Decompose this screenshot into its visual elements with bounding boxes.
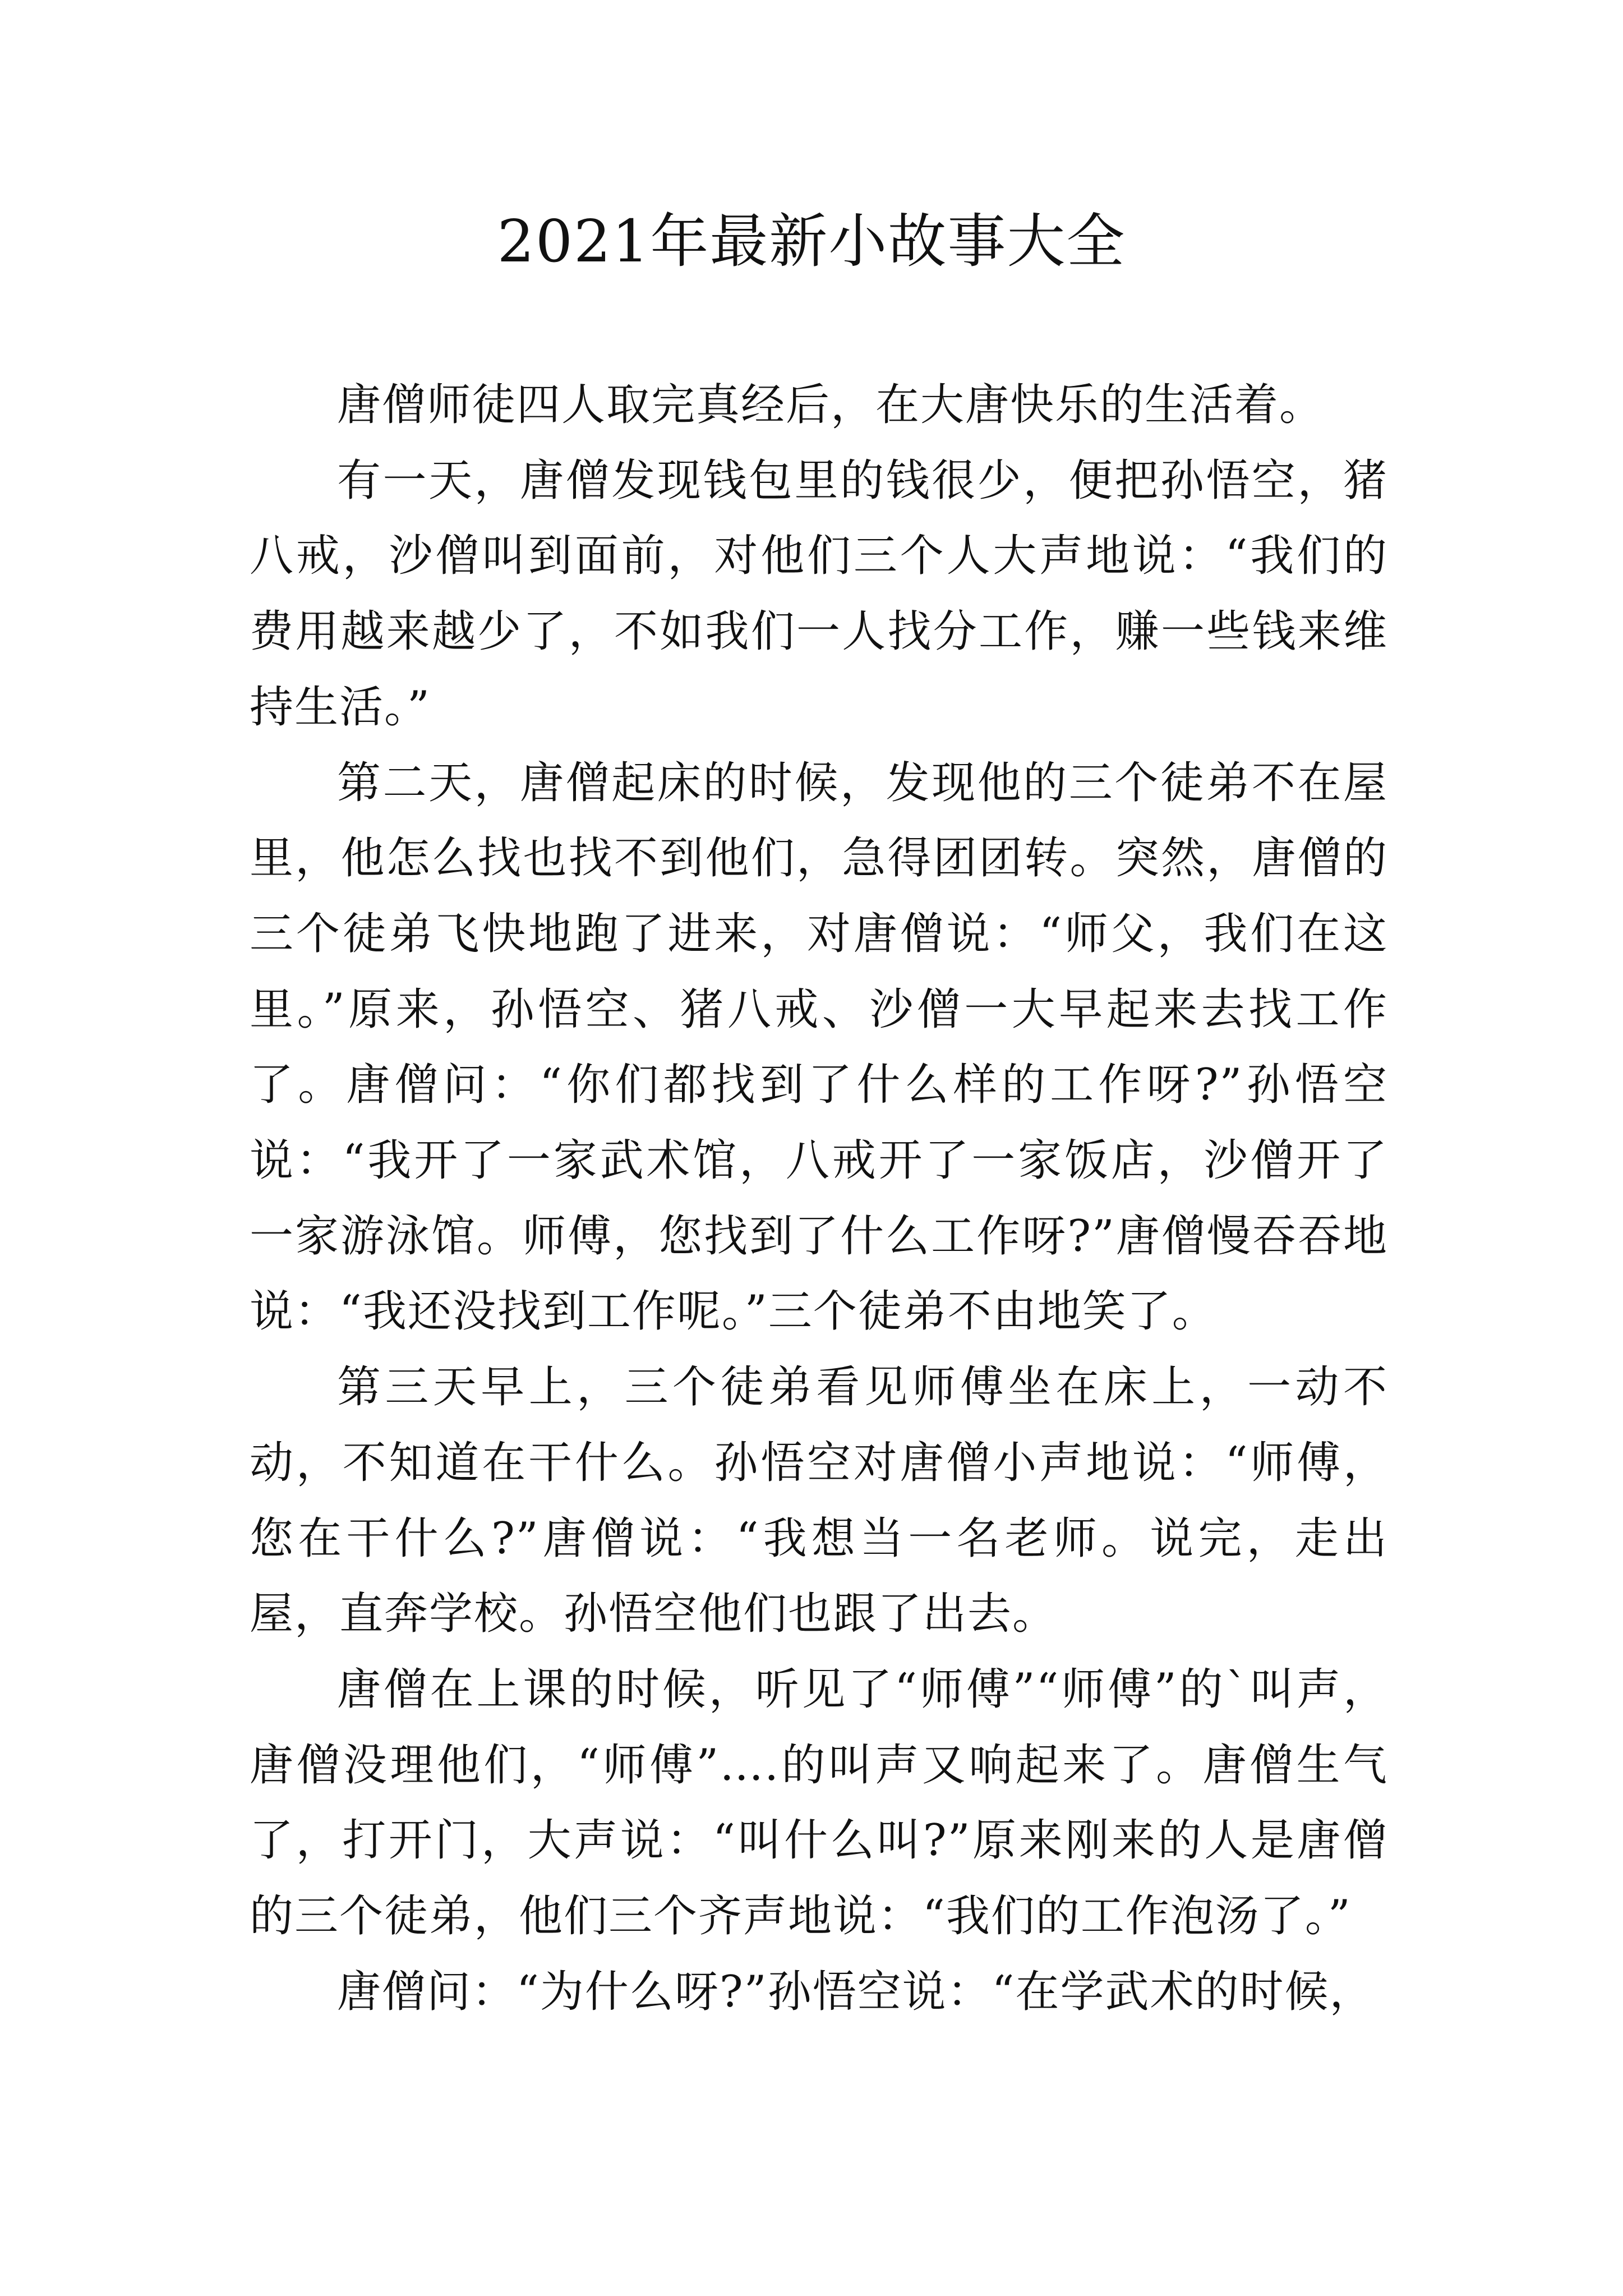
paragraph: 第三天早上，三个徒弟看见师傅坐在床上，一动不动，不知道在干什么。孙悟空对唐僧小声地说：“师傅，您在干什么?”唐僧说：“我想当一名老师。说完，走出屋，直奔学校。孙悟空他们也跟了出去。 [250,1362,1388,1640]
paragraph: 唐僧在上课的时候，听见了“师傅”“师傅”的`叫声，唐僧没理他们，“师傅”….的叫声又响起来了。唐僧生气了，打开门，大声说：“叫什么叫?”原来刚来的人是唐僧的三个徒弟，他们三个齐声地说：“我们的工作泡汤了。” [250,1664,1388,1942]
paragraph: 唐僧问：“为什么呀?”孙悟空说：“在学武术的时候， [337,1966,1375,2017]
document-title: 2021年最新小故事大全 [497,207,1126,275]
paragraph: 有一天，唐僧发现钱包里的钱很少，便把孙悟空，猪八戒，沙僧叫到面前，对他们三个人大声地说：“我们的费用越来越少了，不如我们一人找分工作，赚一些钱来维持生活。” [250,455,1388,733]
paragraph: 第二天，唐僧起床的时候，发现他的三个徒弟不在屋里，他怎么找也找不到他们，急得团团转。突然，唐僧的三个徒弟飞快地跑了进来，对唐僧说：“师父，我们在这里。”原来，孙悟空、猪八戒、沙僧一大早起来去找工作了。唐僧问：“你们都找到了什么样的工作呀?”孙悟空说：“我开了一家武术馆，八戒开了一家饭店，沙僧开了一家游泳馆。师傅，您找到了什么工作呀?”唐僧慢吞吞地说：“我还没找到工作呢。”三个徒弟不由地笑了。 [250,757,1388,1337]
document-body [250,367,1388,2030]
paragraph: 唐僧师徒四人取完真经后，在大唐快乐的生活着。 [337,380,1325,430]
